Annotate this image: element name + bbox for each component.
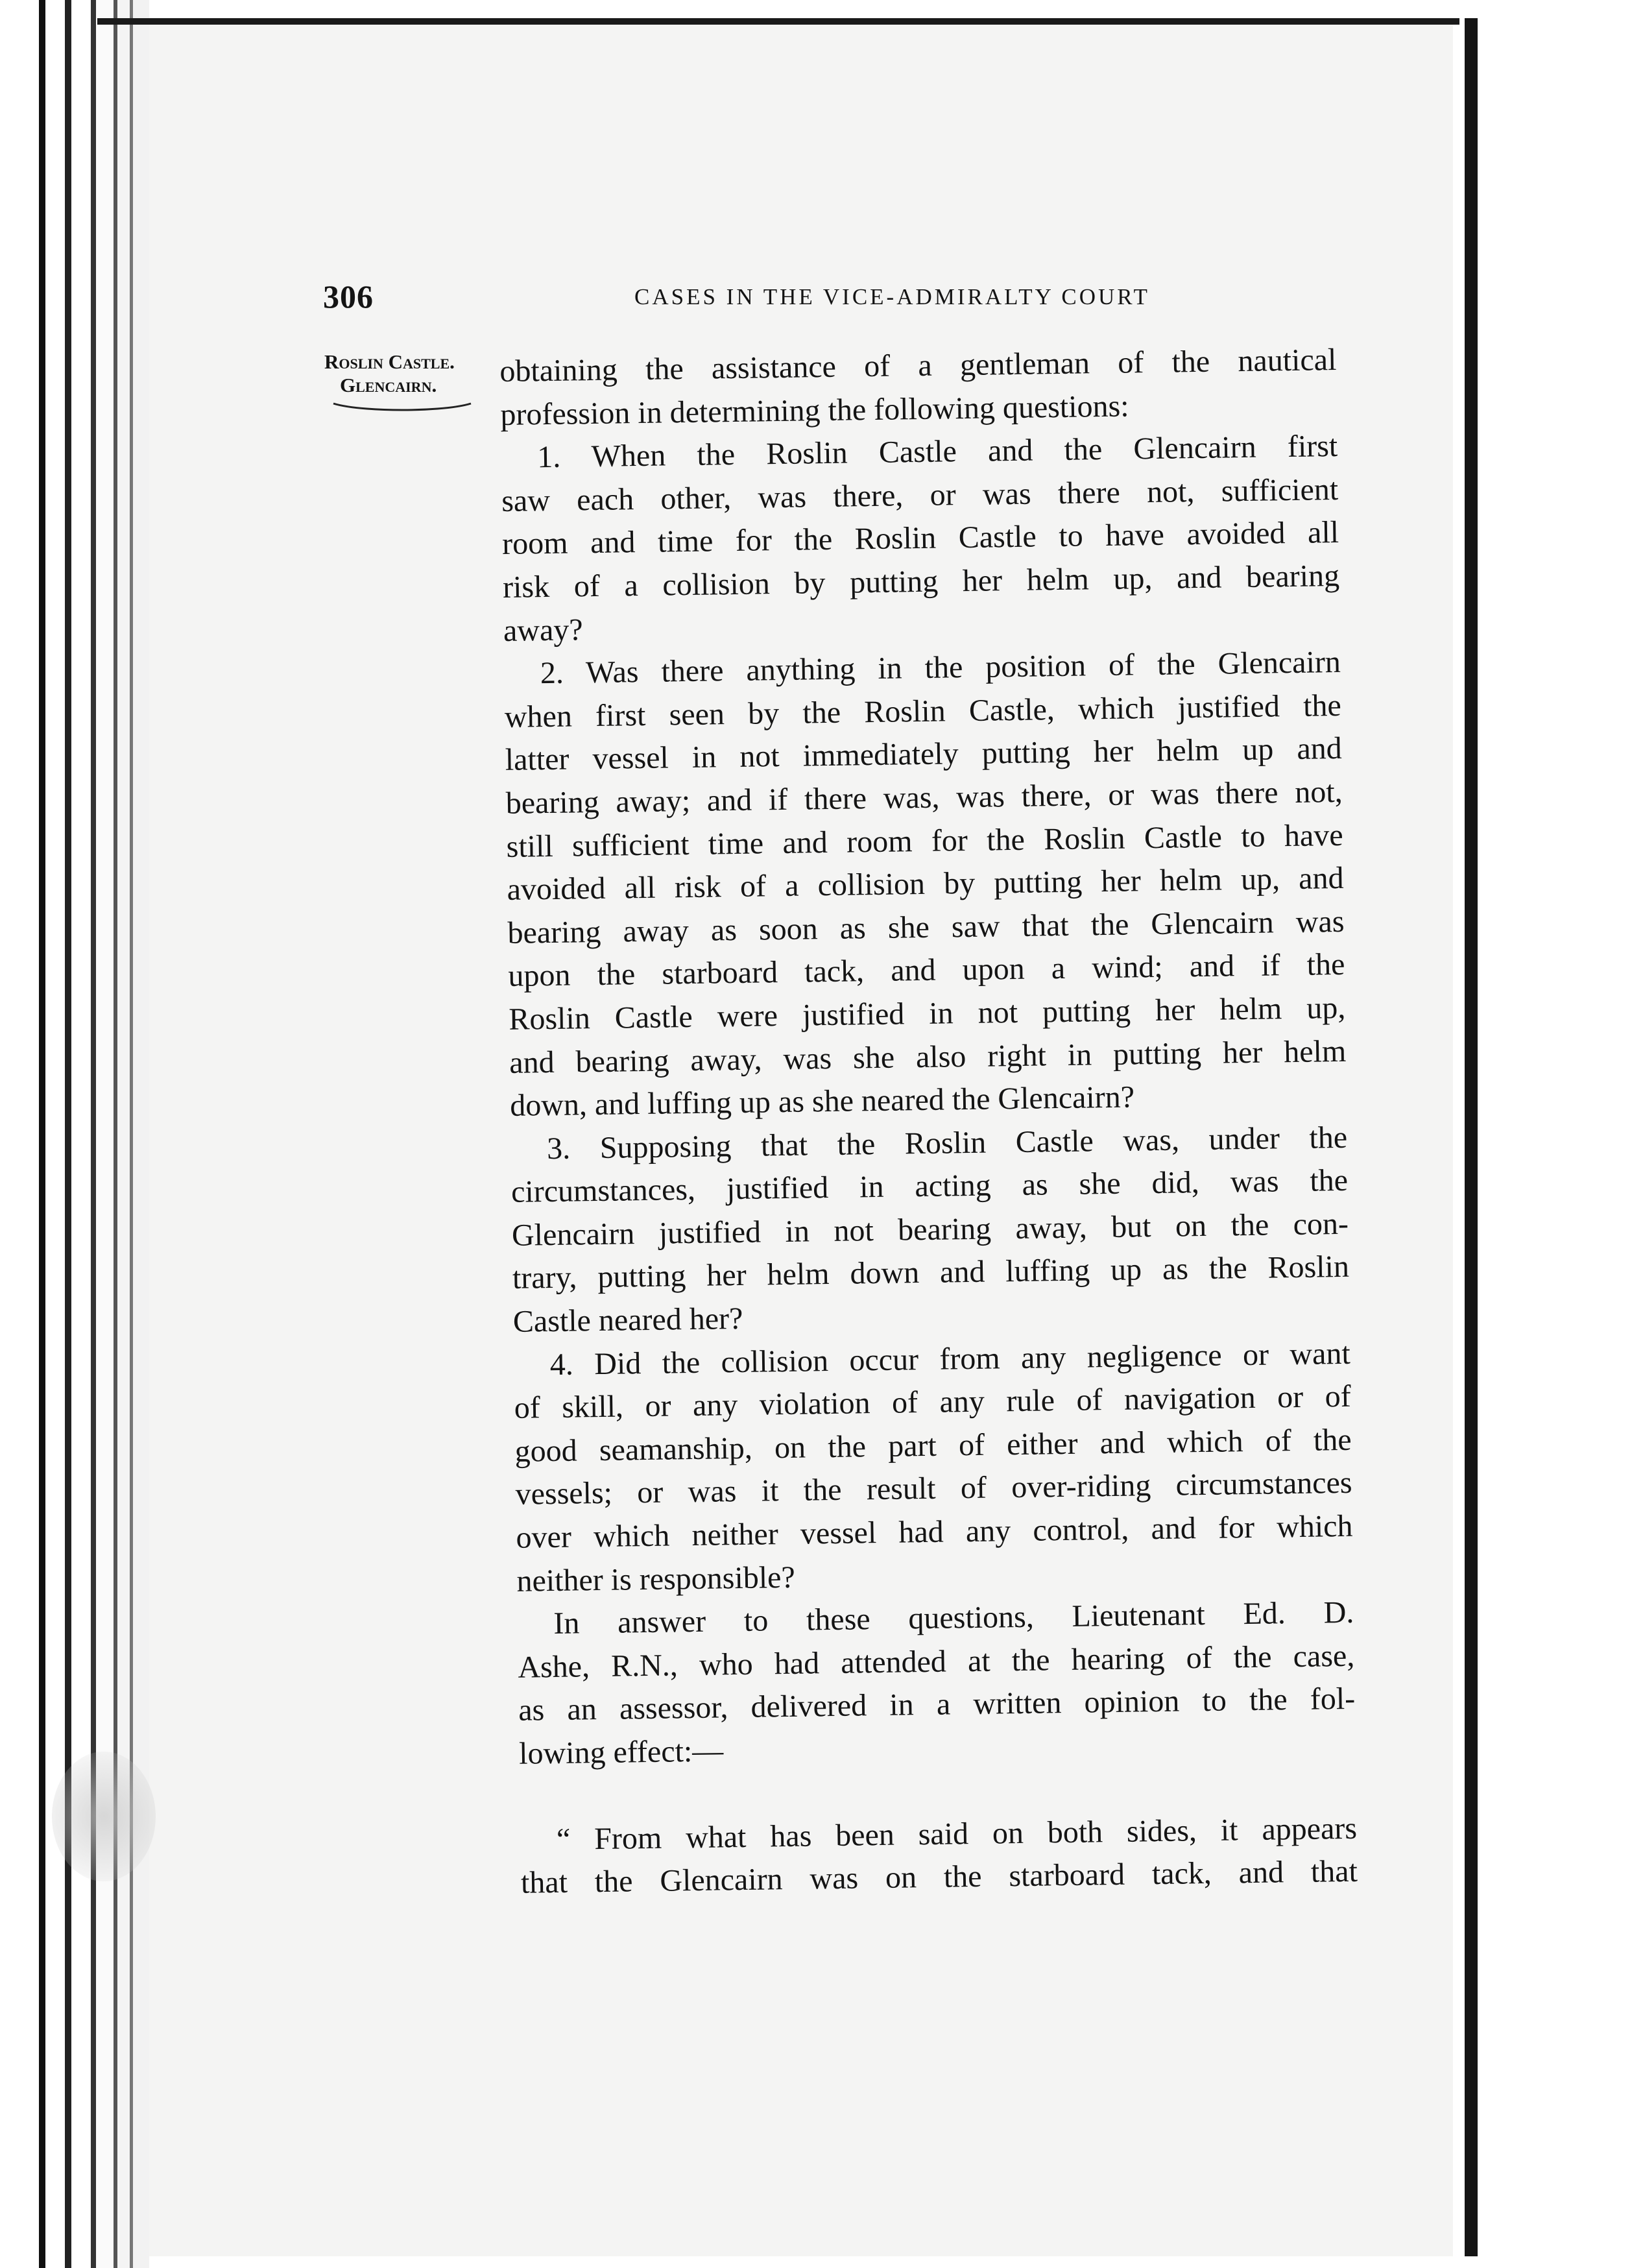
- running-head: CASES IN THE VICE-ADMIRALTY COURT: [634, 284, 1150, 309]
- body-line: 1. When the Roslin Castle and the Glencairn first: [536, 429, 1338, 475]
- side-note-flourish: [324, 400, 480, 415]
- body-line: vessels; or was it the result of over-riding circumstances: [515, 1466, 1352, 1512]
- body-line: down, and luffing up as she neared the Glencairn?: [509, 1080, 1135, 1123]
- body-line: over which neither vessel had any control, and for which: [516, 1508, 1353, 1555]
- side-note-line-1: Roslin Castle.: [324, 350, 455, 373]
- body-line: still sufficient time and room for the Roslin Castle to have: [506, 817, 1343, 864]
- body-line: as an assessor, delivered in a written opinion to the fol-: [518, 1682, 1356, 1728]
- body-line: Roslin Castle were justified in not putting her helm up,: [509, 990, 1346, 1037]
- page-number: 306: [323, 278, 374, 315]
- body-line: avoided all risk of a collision by putting her helm up, and: [507, 861, 1344, 908]
- body-line: In answer to these questions, Lieutenant Ed. D.: [553, 1595, 1354, 1641]
- body-line: Glencairn justified in not bearing away, but on the con-: [511, 1206, 1349, 1253]
- body-line: room and time for the Roslin Castle to have avoided all: [501, 515, 1339, 562]
- body-line: away?: [503, 612, 583, 648]
- body-line: latter vessel in not immediately putting her helm up and: [505, 731, 1343, 778]
- body-line: lowing effect:—: [518, 1733, 724, 1771]
- body-line: of skill, or any violation of any rule of navigation or of: [514, 1379, 1352, 1426]
- body-line: and bearing away, was she also right in putting her helm: [509, 1033, 1347, 1080]
- body-line: risk of a collision by putting her helm up, and bearing: [502, 558, 1340, 605]
- body-line: 4. Did the collision occur from any negligence or want: [549, 1336, 1351, 1382]
- side-note: [324, 350, 480, 415]
- quote-line: that the Glencairn was on the starboard tack, and that: [520, 1853, 1358, 1900]
- body-line: obtaining the assistance of a gentleman of the nautical: [499, 342, 1337, 389]
- body-line: Ashe, R.N., who had attended at the hearing of the case,: [517, 1638, 1355, 1685]
- body-line: 2. Was there anything in the position of the Glencairn: [540, 645, 1341, 691]
- body-line: bearing away as soon as she saw that the Glencairn was: [507, 904, 1345, 950]
- body-line: profession in determining the following questions:: [500, 389, 1129, 432]
- body-line: 3. Supposing that the Roslin Castle was, under the: [546, 1120, 1348, 1166]
- body-line: Castle neared her?: [512, 1301, 743, 1339]
- body-line: when first seen by the Roslin Castle, which justified the: [504, 688, 1342, 734]
- body-line: good seamanship, on the part of either and which of the: [514, 1422, 1352, 1469]
- side-note-line-2: Glencairn.: [340, 374, 437, 396]
- body-line: saw each other, was there, or was there not, sufficient: [501, 472, 1339, 518]
- quote-line: “ From what has been said on both sides, it appears: [556, 1811, 1358, 1857]
- body-text: [499, 339, 1358, 1905]
- body-line: circumstances, justified in acting as she did, was the: [510, 1163, 1349, 1210]
- body-line: trary, putting her helm down and luffing up as the Roslin: [512, 1249, 1350, 1296]
- body-line: upon the starboard tack, and upon a wind; and if the: [508, 947, 1345, 994]
- body-line: bearing away; and if there was, was there, or was there not,: [505, 774, 1343, 821]
- body-line: neither is responsible?: [516, 1560, 796, 1598]
